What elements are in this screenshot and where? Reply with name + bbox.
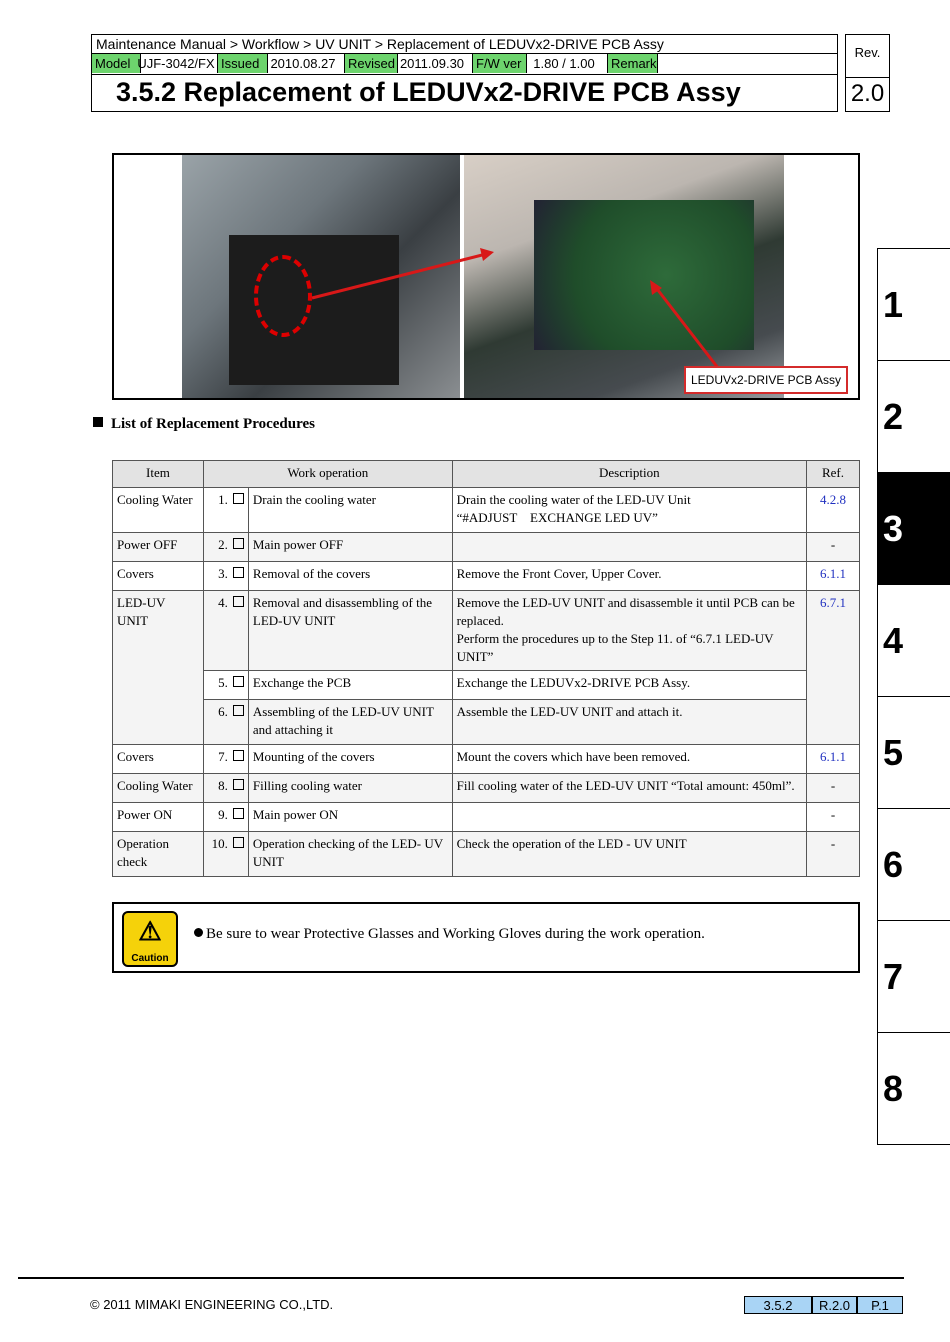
table-row <box>113 562 860 591</box>
step-checkbox[interactable] <box>233 705 244 716</box>
table-row <box>113 832 860 877</box>
row-description <box>452 803 806 832</box>
step-checkbox[interactable] <box>233 837 244 848</box>
step-number <box>203 832 248 877</box>
arrows-overlay <box>114 155 860 400</box>
step-number-text: 10. <box>211 836 228 851</box>
row-description: Check the operation of the LED - UV UNIT <box>452 832 806 877</box>
caution-box <box>112 902 860 973</box>
row-work: Removal and disassembling of the LED-UV UNIT <box>248 591 452 671</box>
step-checkbox[interactable] <box>233 808 244 819</box>
square-bullet-icon <box>93 417 103 427</box>
step-number-text: 8. <box>218 778 228 793</box>
ref-link[interactable] <box>807 488 860 533</box>
step-number <box>203 745 248 774</box>
caution-message: Be sure to wear Protective Glasses and Working Gloves during the work operation. <box>206 926 705 942</box>
step-number <box>203 562 248 591</box>
row-description: Exchange the LEDUVx2-DRIVE PCB Assy. <box>452 671 806 700</box>
step-checkbox[interactable] <box>233 596 244 607</box>
col-header-work: Work operation <box>203 461 452 488</box>
ref-link[interactable] <box>807 591 860 745</box>
remark-label: Remark <box>608 54 658 73</box>
copyright: © 2011 MIMAKI ENGINEERING CO.,LTD. <box>90 1297 334 1312</box>
row-description: Remove the LED-UV UNIT and disassemble it until PCB can be replaced. Perform the procedures up to the Step 11. of “6.7.1 LED-UV UNIT” <box>452 591 806 671</box>
row-item: Covers <box>113 745 204 774</box>
col-header-ref: Ref. <box>807 461 860 488</box>
step-checkbox[interactable] <box>233 538 244 549</box>
row-description <box>452 533 806 562</box>
exclamation-icon: ⚠ <box>138 916 162 946</box>
issued-value: 2010.08.27 <box>262 54 345 73</box>
row-ref: - <box>807 774 860 803</box>
row-item: Cooling Water <box>113 774 204 803</box>
tab-chapter-1[interactable]: 1 <box>877 248 950 360</box>
row-item: Covers <box>113 562 204 591</box>
row-work: Filling cooling water <box>248 774 452 803</box>
row-item: Operation check <box>113 832 204 877</box>
issued-label: Issued <box>218 54 268 73</box>
row-work: Operation checking of the LED- UV UNIT <box>248 832 452 877</box>
breadcrumb: Maintenance Manual > Workflow > UV UNIT > Replacement of LEDUVx2-DRIVE PCB Assy <box>92 35 837 54</box>
footer-revision: R.2.0 <box>812 1296 857 1314</box>
pointer-arrow-2 <box>654 285 718 368</box>
rev-value: 2.0 <box>846 77 889 113</box>
table-row <box>113 488 860 533</box>
tab-chapter-3[interactable]: 3 <box>877 472 950 584</box>
page-title: 3.5.2 Replacement of LEDUVx2-DRIVE PCB Assy <box>116 77 741 107</box>
arrow-head-1 <box>480 248 494 261</box>
step-number-text: 4. <box>218 595 228 610</box>
procedure-photo <box>112 153 860 400</box>
revised-value: 2011.09.30 <box>392 54 473 73</box>
table-row <box>113 700 860 745</box>
row-ref: - <box>807 803 860 832</box>
step-checkbox[interactable] <box>233 493 244 504</box>
col-header-description: Description <box>452 461 806 488</box>
procedures-table <box>112 460 860 877</box>
row-item: Cooling Water <box>113 488 204 533</box>
step-checkbox[interactable] <box>233 676 244 687</box>
row-work: Removal of the covers <box>248 562 452 591</box>
footer-page: P.1 <box>857 1296 903 1314</box>
tab-chapter-2[interactable]: 2 <box>877 360 950 472</box>
tab-chapter-7[interactable]: 7 <box>877 920 950 1032</box>
step-number-text: 6. <box>218 704 228 719</box>
pcb-callout-label: LEDUVx2-DRIVE PCB Assy <box>684 366 848 394</box>
table-row <box>113 671 860 700</box>
step-number <box>203 591 248 671</box>
row-ref: - <box>807 832 860 877</box>
step-number-text: 2. <box>218 537 228 552</box>
meta-row <box>92 54 837 75</box>
revised-label: Revised <box>345 54 398 73</box>
row-item: Power ON <box>113 803 204 832</box>
revision-box <box>845 34 890 112</box>
model-label: Model <box>92 54 141 73</box>
ref-link-text[interactable]: 6.1.1 <box>820 566 846 581</box>
table-row <box>113 591 860 671</box>
section-heading-text: List of Replacement Procedures <box>111 416 315 432</box>
ref-link[interactable] <box>807 562 860 591</box>
tab-chapter-4[interactable]: 4 <box>877 584 950 696</box>
step-checkbox[interactable] <box>233 779 244 790</box>
row-description: Assemble the LED-UV UNIT and attach it. <box>452 700 806 745</box>
caution-icon <box>122 911 178 967</box>
row-description: Fill cooling water of the LED-UV UNIT “Total amount: 450ml”. <box>452 774 806 803</box>
table-header-row <box>113 461 860 488</box>
col-header-item: Item <box>113 461 204 488</box>
row-work: Main power OFF <box>248 533 452 562</box>
tab-chapter-8[interactable]: 8 <box>877 1032 950 1145</box>
step-checkbox[interactable] <box>233 567 244 578</box>
row-description: Drain the cooling water of the LED-UV Unit “#ADJUST EXCHANGE LED UV” <box>452 488 806 533</box>
caution-text <box>194 926 705 943</box>
table-row <box>113 774 860 803</box>
step-number <box>203 774 248 803</box>
row-work: Main power ON <box>248 803 452 832</box>
fw-value: 1.80 / 1.00 <box>521 54 608 73</box>
rev-label: Rev. <box>854 45 881 60</box>
row-description: Mount the covers which have been removed. <box>452 745 806 774</box>
row-item: LED-UV UNIT <box>113 591 204 745</box>
ref-link-text[interactable]: 6.1.1 <box>820 749 846 764</box>
row-item: Power OFF <box>113 533 204 562</box>
model-value: UJF-3042/FX <box>135 54 218 73</box>
row-work: Drain the cooling water <box>248 488 452 533</box>
ref-link-text[interactable]: 4.2.8 <box>820 492 846 507</box>
step-number-text: 5. <box>218 675 228 690</box>
ref-link[interactable] <box>807 745 860 774</box>
row-ref: - <box>807 533 860 562</box>
step-number-text: 1. <box>218 492 228 507</box>
ref-link-text[interactable]: 6.7.1 <box>820 595 846 610</box>
step-number <box>203 488 248 533</box>
step-number-text: 9. <box>218 807 228 822</box>
row-description: Remove the Front Cover, Upper Cover. <box>452 562 806 591</box>
bullet-icon <box>194 928 203 937</box>
table-row <box>113 533 860 562</box>
header-box <box>91 34 838 112</box>
tab-chapter-6[interactable]: 6 <box>877 808 950 920</box>
row-work: Mounting of the covers <box>248 745 452 774</box>
footer-divider <box>18 1277 904 1279</box>
step-number <box>203 700 248 745</box>
step-number-text: 7. <box>218 749 228 764</box>
caution-icon-label: Caution <box>131 953 169 964</box>
table-row <box>113 745 860 774</box>
step-number <box>203 803 248 832</box>
table-row <box>113 803 860 832</box>
row-work: Exchange the PCB <box>248 671 452 700</box>
row-work: Assembling of the LED-UV UNIT and attaching it <box>248 700 452 745</box>
pointer-arrow-1 <box>312 253 490 298</box>
step-number-text: 3. <box>218 566 228 581</box>
chapter-tabs <box>877 248 950 1145</box>
step-number <box>203 533 248 562</box>
step-number <box>203 671 248 700</box>
tab-chapter-5[interactable]: 5 <box>877 696 950 808</box>
footer-section: 3.5.2 <box>744 1296 812 1314</box>
step-checkbox[interactable] <box>233 750 244 761</box>
fw-label: F/W ver <box>473 54 527 73</box>
section-heading <box>93 416 315 433</box>
